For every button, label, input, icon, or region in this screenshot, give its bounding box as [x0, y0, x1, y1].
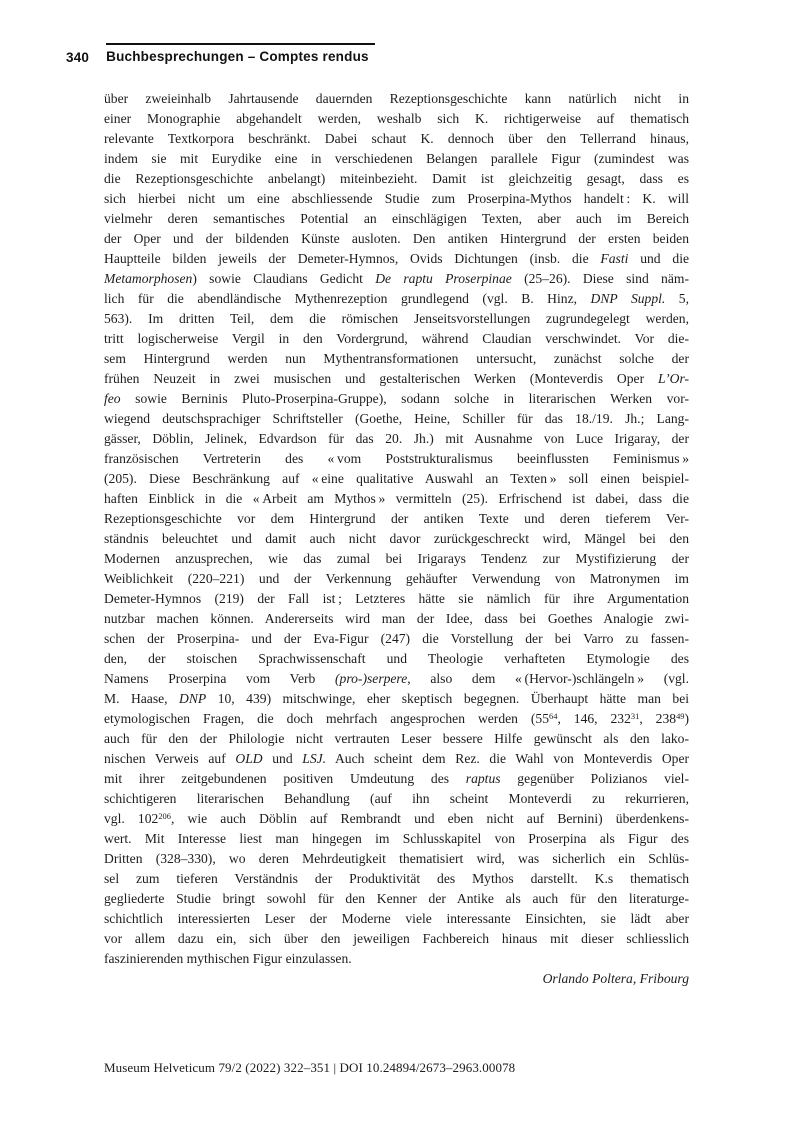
body-line: indem sie mit Eurydike eine in verschiedenen Belangen parallele Figur (zumindest was — [104, 151, 689, 166]
body-line: lich für die abendländische Mythenrezeption grundlegend (vgl. B. Hinz, DNP Suppl. 5, — [104, 291, 689, 306]
body-line: mit ihrer zeitgebundenen positiven Umdeutung des raptus gegenüber Polizianos viel- — [104, 771, 689, 786]
body-line: Metamorphosen) sowie Claudians Gedicht De raptu Proserpinae (25–26). Diese sind näm- — [104, 271, 689, 286]
footer-citation: Museum Helveticum 79/2 (2022) 322–351 | DOI 10.24894/2673–2963.00078 — [104, 1060, 516, 1075]
body-line: feo sowie Berninis Pluto-Proserpina-Gruppe), sodann solche in literarischen Werken vor- — [104, 391, 689, 406]
body-line: faszinierenden mythischen Figur einzulassen. — [104, 951, 352, 966]
body-line: etymologischen Fragen, die doch mehrfach angesprochen werden ($55^{64}$, 146, $232^{31}$, $238^{49}$) — [104, 711, 689, 726]
body-line: Modernen anzusprechen, wie das zumal bei Irigarays Tendenz zur Mystifizierung der — [104, 551, 689, 566]
review-text — [104, 89, 689, 989]
body-line: vor allem dazu ein, sich über den jeweiligen Fachbereich hinaus mit dieser schliesslich — [104, 931, 689, 946]
body-line: nischen Verweis auf OLD und LSJ. Auch scheint dem Rez. die Wahl von Monteverdis Oper — [104, 751, 689, 766]
body-line: Demeter-Hymnos (219) der Fall ist ; Letzteres hätte sie nämlich für ihre Argumentation — [104, 591, 689, 606]
signature-line: Orlando Poltera, Fribourg — [542, 971, 689, 986]
body-line: sem Hintergrund werden nun Mythentransformationen untersucht, zunächst solche der — [104, 351, 689, 366]
body-line: nutzbar machen können. Andererseits wird man der Idee, dass bei Goethes Analogie zwi- — [104, 611, 689, 626]
body-line: wiegend deutschsprachiger Schriftsteller (Goethe, Heine, Schiller für das 18./19. Jh.; Lang- — [104, 411, 689, 426]
body-line: sich hierbei nicht um eine abschliessende Studie zum Proserpina-Mythos handelt : K. will — [104, 191, 689, 206]
body-line: vgl. $102^{206}$, wie auch Döblin auf Rembrandt und eben nicht auf Bernini) überdenkens- — [104, 811, 689, 826]
body-line: schichtlich interessierten Leser der Moderne viele interessante Einsichten, sie lädt aber — [104, 911, 689, 926]
body-line: den, der stoischen Sprachwissenschaft und Theologie verhafteten Etymologie des — [104, 651, 689, 666]
body-line: Rezeptionsgeschichte vor dem Hintergrund der antiken Texte und deren tieferem Ver- — [104, 511, 689, 526]
body-line: auch für den der Philologie nicht vertrauten Leser bessere Hilfe gewünscht als den lako- — [104, 731, 689, 746]
page-header — [66, 43, 375, 65]
body-line: (205). Diese Beschränkung auf « eine qualitative Auswahl an Texten » soll einen beispiel- — [104, 471, 689, 486]
body-line: schichtigeren literarischen Behandlung (auf ihn scheint Monteverdi zu rekurrieren, — [104, 791, 689, 806]
body-line: Namens Proserpina vom Verb (pro-)serpere, also dem « (Hervor-)schlängeln » (vgl. — [104, 671, 689, 686]
body-line: Weiblichkeit (220–221) und der Verkennung gehäufter Verwendung von Matronymen im — [104, 571, 689, 586]
body-line: die Rezeptionsgeschichte anbelangt) miteinbezieht. Damit ist gleichzeitig gesagt, dass es — [104, 171, 689, 186]
body-line: vielmehr deren semantisches Potential an einschlägigen Texten, aber auch im Bereich — [104, 211, 689, 226]
body-line: relevante Textkorpora beschränkt. Dabei schaut K. dennoch über den Tellerrand hinaus, — [104, 131, 689, 146]
body-line: 563). Im dritten Teil, dem die römischen Jenseitsvorstellungen zugrundegelegt werden, — [104, 311, 689, 326]
body-line: französischen Vertreterin des « vom Poststrukturalismus beeinflussten Feminismus » — [104, 451, 689, 466]
body-line: über zweieinhalb Jahrtausende dauernden Rezeptionsgeschichte kann natürlich nicht in — [104, 91, 689, 106]
body-line: ständnis beleuchtet und damit auch nicht davor zurückgeschreckt wird, Mängel bei den — [104, 531, 689, 546]
page-number: 340 — [66, 50, 90, 65]
running-head: Buchbesprechungen – Comptes rendus — [106, 49, 369, 64]
body-line: M. Haase, DNP 10, 439) mitschwinge, eher skeptisch begegnen. Überhaupt hätte man bei — [104, 691, 689, 706]
body-line: schen der Proserpina- und der Eva-Figur (247) die Vorstellung der bei Varro zu fassen- — [104, 631, 689, 646]
body-line: einer Monographie abgehandelt werden, weshalb sich K. richtigerweise auf thematisch — [104, 111, 689, 126]
body-line: sel zum tieferen Verständnis der Produktivität des Mythos darstellt. K.s thematisch — [104, 871, 689, 886]
body-line: wert. Mit Interesse liest man hingegen im Schlusskapitel von Proserpina als Figur des — [104, 831, 689, 846]
body-line: der Oper und der bildenden Künste ausloten. Den antiken Hintergrund der ersten beiden — [104, 231, 689, 246]
running-head-block — [106, 43, 375, 64]
body-line: gegliederte Studie bringt sowohl für den Kenner der Antike als auch für den literaturge- — [104, 891, 689, 906]
body-line: tritt logischerweise Vergil in den Vordergrund, während Claudian verschwindet. Vor die- — [104, 331, 689, 346]
body-line: Hauptteile bilden jeweils der Demeter-Hymnos, Ovids Dichtungen (insb. die Fasti und die — [104, 251, 689, 266]
body-line: gässer, Döblin, Jelinek, Edvardson für das 20. Jh.) mit Ausnahme von Luce Irigaray, der — [104, 431, 689, 446]
body-line: Dritten (328–330), wo deren Mehrdeutigkeit thematisiert wird, was sicherlich ein Schlüs- — [104, 851, 689, 866]
body-line: frühen Neuzeit in zwei musischen und gestalterischen Werken (Monteverdis Oper L’Or- — [104, 371, 689, 386]
body-line: haften Einblick in die « Arbeit am Mythos » vermitteln (25). Erfrischend ist dabei, dass die — [104, 491, 689, 506]
